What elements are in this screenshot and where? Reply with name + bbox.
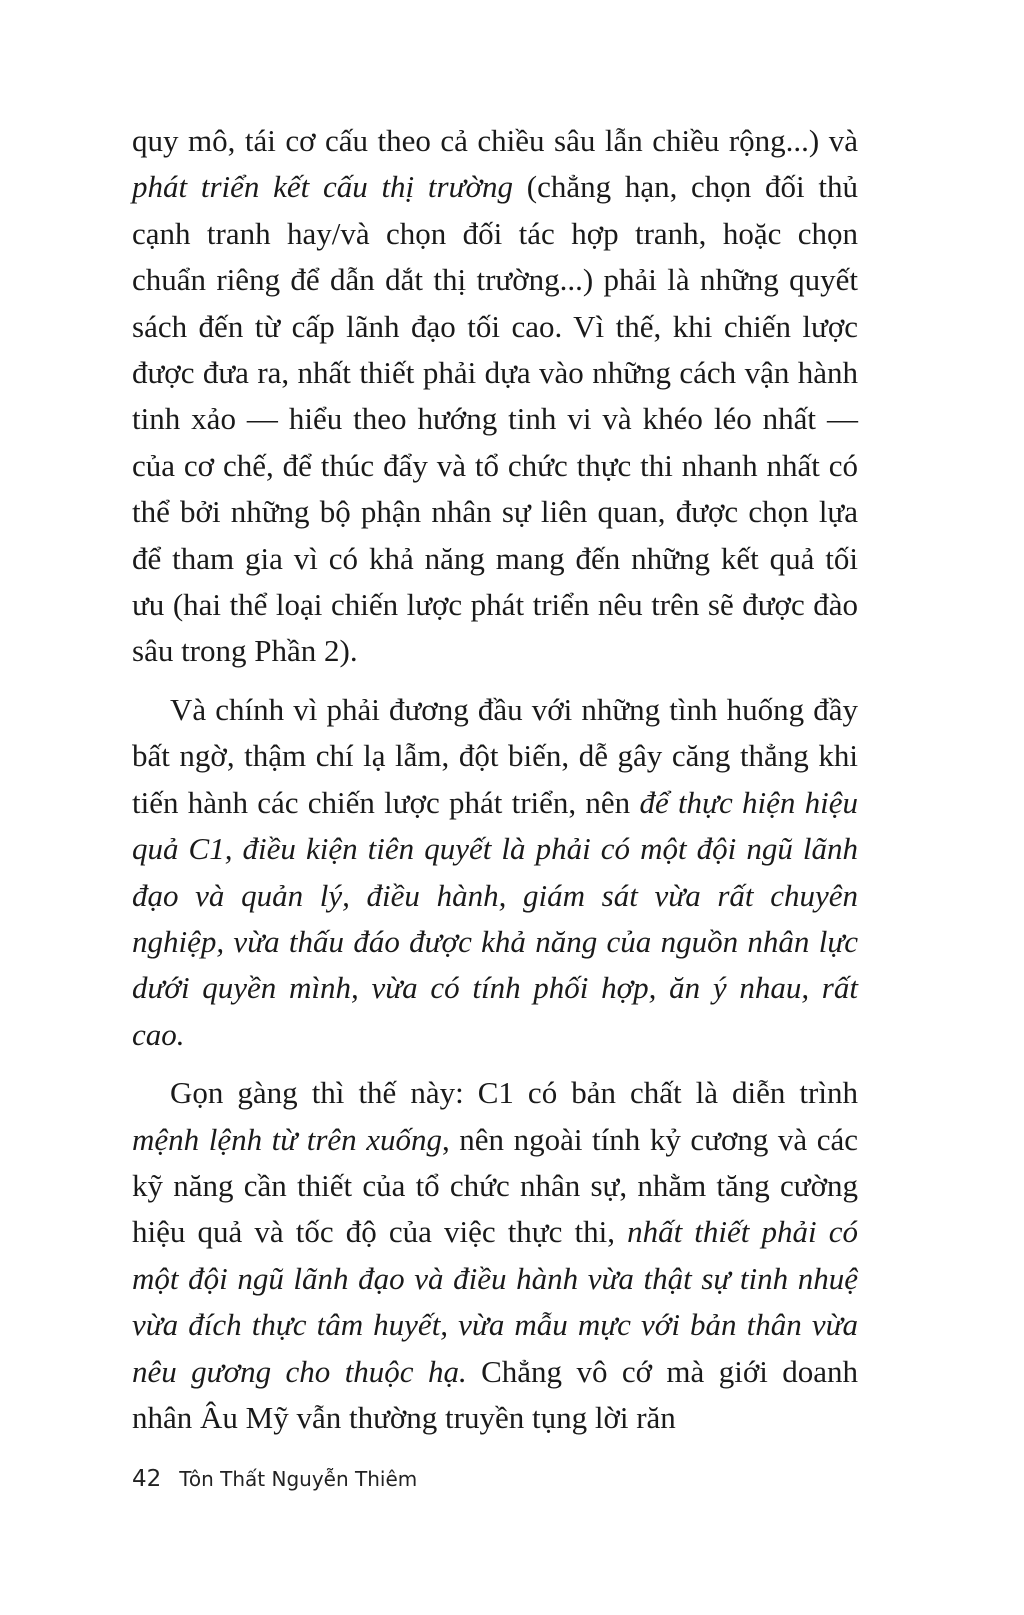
italic-text-segment: nhất thiết phải có một đội ngũ lãnh đạo và điều hành vừa thật sự tinh nhuệ vừa đích thực tâm huyết, vừa mẫu mực với bản thân vừa nêu gương cho thuộc hạ. bbox=[132, 1214, 858, 1389]
text-segment: , nên ngoài tính kỷ cương và các kỹ năng cần thiết của tổ chức nhân sự, nhằm tăng cường hiệu quả và tốc độ của việc thực thi, bbox=[132, 1121, 859, 1250]
text-segment: Gọn gàng thì thế này: C1 có bản chất là diễn trình bbox=[170, 1075, 858, 1111]
italic-text-segment: phát triển kết cấu thị trường bbox=[132, 169, 514, 205]
paragraph-continuation bbox=[132, 118, 858, 675]
text-segment: quy mô, tái cơ cấu theo cả chiều sâu lẫn chiều rộng...) và bbox=[132, 123, 858, 158]
text-segment: Và chính vì phải đương đầu với những tình huống đầy bất ngờ, thậm chí lạ lẫm, đột biến, dễ gây căng thẳng khi tiến hành các chiến lược phát triển, nên bbox=[132, 691, 858, 820]
paragraph bbox=[132, 687, 858, 1058]
text-segment: Chẳng vô cớ mà giới doanh nhân Âu Mỹ vẫn thường truyền tụng lời răn bbox=[132, 1353, 858, 1435]
page-number: 42 bbox=[132, 1466, 162, 1492]
paragraph bbox=[132, 1070, 858, 1441]
body-text bbox=[132, 118, 858, 1453]
text-segment: (chẳng hạn, chọn đối thủ cạnh tranh hay/và chọn đối tác hợp tranh, hoặc chọn chuẩn riêng để dẫn dắt thị trường...) phải là những quyết sách đến từ cấp lãnh đạo tối cao. Vì thế, khi chiến lược được đưa ra, nhất thiết phải dựa vào những cách vận hành tinh xảo — hiểu theo hướng tinh vi và khéo léo nhất — của cơ chế, để thúc đẩy và tổ chức thực thi nhanh nhất có thể bởi những bộ phận nhân sự liên quan, được chọn lựa để tham gia vì có khả năng mang đến những kết quả tối ưu (hai thể loại chiến lược phát triển nêu trên sẽ được đào sâu trong Phần 2). bbox=[132, 169, 858, 669]
page-footer bbox=[132, 1466, 417, 1492]
italic-text-segment: mệnh lệnh từ trên xuống bbox=[132, 1121, 442, 1157]
italic-text-segment: để thực hiện hiệu quả C1, điều kiện tiên quyết là phải có một đội ngũ lãnh đạo và quản lý, điều hành, giám sát vừa rất chuyên nghiệp, vừa thấu đáo được khả năng của nguồn nhân lực dưới quyền mình, vừa có tính phối hợp, ăn ý nhau, rất cao. bbox=[132, 784, 858, 1052]
author-name: Tôn Thất Nguyễn Thiêm bbox=[179, 1467, 418, 1491]
